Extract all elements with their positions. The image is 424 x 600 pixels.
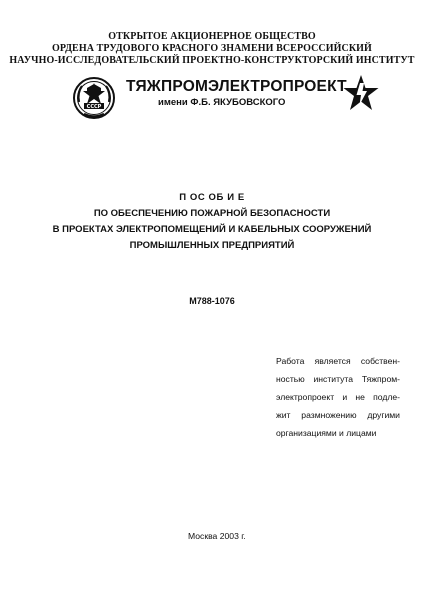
star-logo-icon bbox=[343, 74, 379, 114]
title-line-1: ПО ОБЕСПЕЧЕНИЮ ПОЖАРНОЙ БЕЗОПАСНОСТИ bbox=[93, 208, 331, 219]
institute-subname: имени Ф.Б. ЯКУБОВСКОГО bbox=[158, 97, 286, 108]
document-title bbox=[0, 190, 424, 254]
title-line-2: В ПРОЕКТАХ ЭЛЕКТРОПОМЕЩЕНИЙ И КАБЕЛЬНЫХ СООРУЖЕНИЙ bbox=[52, 224, 372, 235]
org-header-line-3: НАУЧНО-ИССЛЕДОВАТЕЛЬСКИЙ ПРОЕКТНО-КОНСТРУКТОРСКИЙ ИНСТИТУТ bbox=[9, 55, 415, 66]
notice-line-2: ностью института Тяжпром- bbox=[276, 374, 400, 384]
org-header-line-2: ОРДЕНА ТРУДОВОГО КРАСНОГО ЗНАМЕНИ ВСЕРОССИЙСКИЙ bbox=[52, 43, 372, 54]
notice-line-1: Работа является собствен- bbox=[276, 356, 400, 366]
footer-city-year: Москва 2003 г. bbox=[188, 531, 246, 541]
org-header-line-1: ОТКРЫТОЕ АКЦИОНЕРНОЕ ОБЩЕСТВО bbox=[108, 31, 316, 42]
notice-line-5: организациями и лицами bbox=[276, 428, 377, 438]
emblem-inscription: СССР bbox=[86, 103, 102, 110]
document-code: М788-1076 bbox=[189, 296, 235, 306]
title-heading: П ОС ОБ И Е bbox=[179, 192, 245, 203]
copyright-notice bbox=[276, 352, 400, 442]
title-line-3: ПРОМЫШЛЕННЫХ ПРЕДПРИЯТИЙ bbox=[129, 240, 295, 251]
order-of-red-banner-emblem-icon bbox=[72, 76, 116, 120]
notice-line-3: электропроект и не подле- bbox=[276, 392, 400, 402]
institute-name: ТЯЖПРОМЭЛЕКТРОПРОЕКТ bbox=[126, 78, 347, 95]
notice-line-4: жит размножению другими bbox=[276, 410, 400, 420]
org-header bbox=[0, 31, 424, 67]
